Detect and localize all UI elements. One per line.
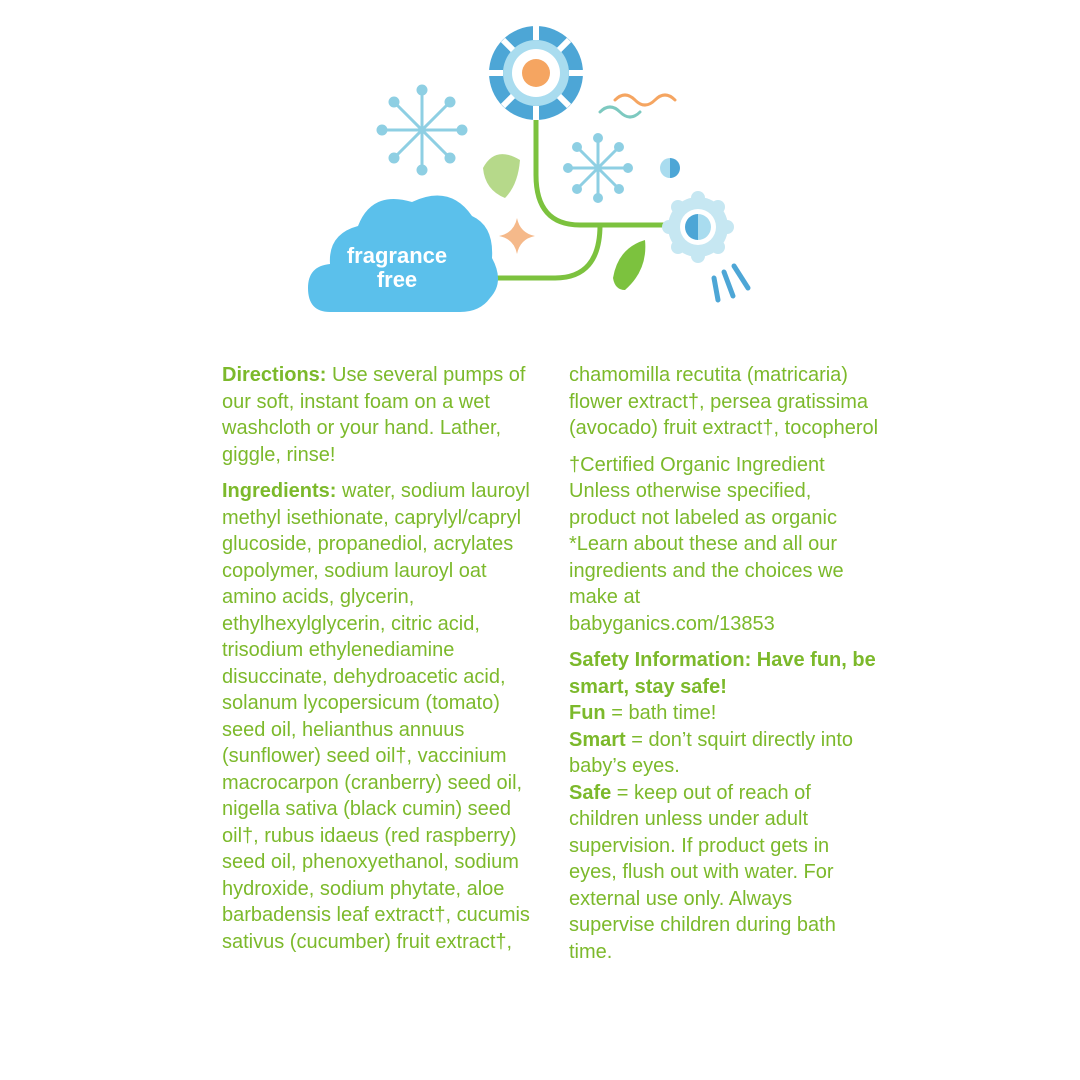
snowflake-icon [378,86,466,174]
gear-flower-icon [662,191,734,263]
leaf-icon [483,154,520,198]
badge-line1: fragrance [346,243,448,268]
badge-line2: free [376,267,418,292]
safe-text: = keep out of reach of children unless under adult supervision. If product gets in eyes, flush out with water. For external use only. Always supervise children during bath time. [569,781,836,963]
leaf-icon [613,240,645,290]
ingredients-text: water, sodium lauroyl methyl isethionate, caprylyl/capryl glucoside, propanediol, acrylates copolymer, sodium lauroyl oat amino acids, glycerin, ethylhexylglycerin, citric acid, trisodium ethylenediamine disuccinate, dehydroacetic acid, solanum lycopersicum (tomato) seed oil, helianthus annuus (sunflower) seed oil†, vaccinium macrocarpon (cranberry) seed oil, nigella sativa (black cumin) seed oil†, rubus idaeus (red raspberry) seed oil, phenoxyethanol, sodium hydroxide, sodium phytate, aloe barbadensis leaf extract†, cucumis sativus (cucumber) fruit extract†, [222,480,530,953]
unless-note: Unless otherwise specified, product not labeled as organic [569,480,837,529]
safe-label: Safe [569,781,612,804]
website-url: babyganics.com/13853 [569,612,775,635]
cloud-badge [308,196,498,312]
notes-paragraph [569,452,879,638]
smart-text: = don’t squirt directly into baby’s eyes. [569,728,854,777]
directions-label: Directions: [222,364,327,386]
stripes-icon [714,266,748,300]
ingredients-paragraph [222,478,542,955]
sparkle-icon [499,218,535,254]
right-column [569,362,879,975]
ingredients-continued: chamomilla recutita (matricaria) flower extract†, persea gratissima (avocado) fruit extract†, tocopherol [569,364,879,439]
safety-heading: Safety Information: Have fun, be smart, stay safe! [569,649,876,698]
ingredients-label: Ingredients: [222,480,337,502]
fragrance-free-illustration [300,20,800,320]
snowflake-icon [565,135,632,202]
smart-label: Smart [569,728,626,751]
safety-paragraph [569,647,879,965]
fun-label: Fun [569,702,606,724]
left-column [222,362,542,965]
directions-text: Use several pumps of our soft, instant foam on a wet washcloth or your hand. Lather, giggle, rinse! [222,364,526,466]
directions-paragraph [222,362,542,468]
learn-note: *Learn about these and all our ingredients and the choices we make at [569,533,844,608]
certified-note: †Certified Organic Ingredient [569,453,825,476]
flower-icon [489,26,583,120]
half-circle-icon [660,158,680,178]
fun-text: = bath time! [605,702,717,724]
